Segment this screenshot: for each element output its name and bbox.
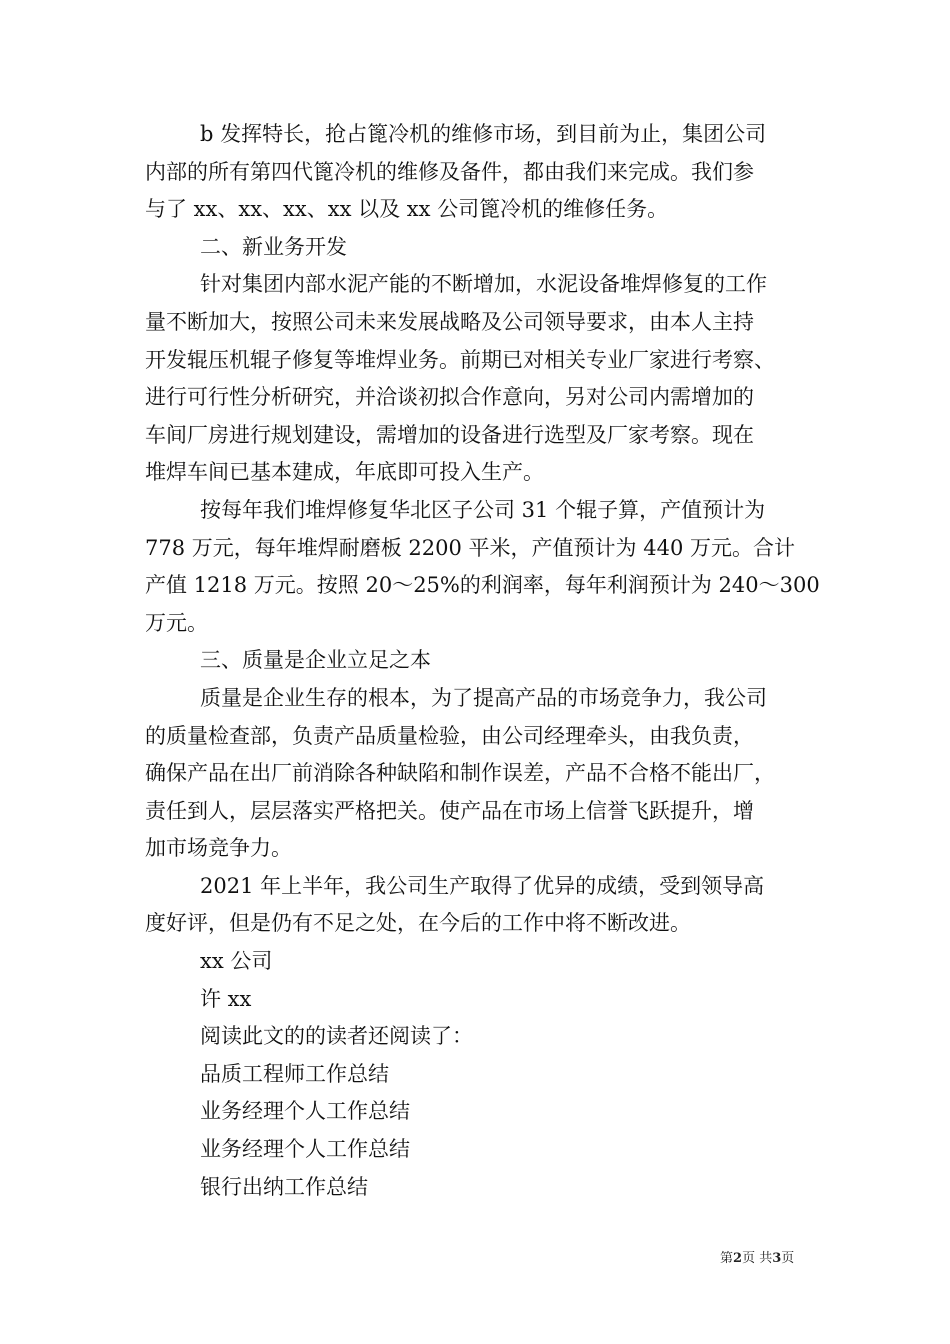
paragraph-line: 778 万元，每年堆焊耐磨板 2200 平米，产值预计为 440 万元。合计 <box>145 535 795 560</box>
paragraph-line: 堆焊车间已基本建成，年底即可投入生产。 <box>145 460 544 485</box>
paragraph-line: 的质量检查部，负责产品质量检验，由公司经理牵头，由我负责， <box>145 723 754 748</box>
paragraph-line: b 发挥特长，抢占篦冷机的维修市场，到目前为止，集团公司 <box>200 122 767 146</box>
paragraph-line: 车间厂房进行规划建设，需增加的设备进行选型及厂家考察。现在 <box>145 422 754 447</box>
page-number-footer <box>720 1247 794 1266</box>
related-heading: 阅读此文的的读者还阅读了： <box>200 1024 473 1049</box>
related-link[interactable]: 业务经理个人工作总结 <box>200 1099 410 1124</box>
paragraph-line: 开发辊压机辊子修复等堆焊业务。前期已对相关专业厂家进行考察、 <box>145 347 775 372</box>
footer-suffix: 页 <box>781 1251 795 1266</box>
total-page-number: 3 <box>772 1251 782 1266</box>
paragraph-line: 加市场竞争力。 <box>145 836 292 861</box>
footer-middle: 页 共 <box>742 1251 773 1266</box>
paragraph-line: 度好评，但是仍有不足之处，在今后的工作中将不断改进。 <box>145 911 691 936</box>
paragraph-line: 责任到人，层层落实严格把关。使产品在市场上信誉飞跃提升，增 <box>145 798 754 823</box>
related-link[interactable]: 业务经理个人工作总结 <box>200 1137 410 1162</box>
paragraph-line: 与了 xx、xx、xx、xx 以及 xx 公司篦冷机的维修任务。 <box>145 197 669 222</box>
signature-name: 许 xx <box>200 986 252 1011</box>
related-link[interactable]: 银行出纳工作总结 <box>200 1174 368 1199</box>
paragraph-line: 针对集团内部水泥产能的不断增加，水泥设备堆焊修复的工作 <box>200 272 767 297</box>
paragraph-line: 内部的所有第四代篦冷机的维修及备件，都由我们来完成。我们参 <box>145 159 754 184</box>
paragraph-line: 2021 年上半年，我公司生产取得了优异的成绩，受到领导高 <box>200 873 765 898</box>
section-heading: 二、新业务开发 <box>200 234 347 259</box>
current-page-number: 2 <box>733 1251 743 1266</box>
footer-prefix: 第 <box>720 1251 734 1266</box>
paragraph-line: 量不断加大，按照公司未来发展战略及公司领导要求，由本人主持 <box>145 309 754 334</box>
section-heading: 三、质量是企业立足之本 <box>200 648 431 673</box>
paragraph-line: 产值 1218 万元。按照 20～25%的利润率，每年利润预计为 240～300 <box>145 573 820 598</box>
document-body <box>145 116 820 1206</box>
paragraph-line: 确保产品在出厂前消除各种缺陷和制作误差，产品不合格不能出厂， <box>145 761 775 786</box>
paragraph-line: 进行可行性分析研究，并洽谈初拟合作意向，另对公司内需增加的 <box>145 385 754 410</box>
paragraph-line: 按每年我们堆焊修复华北区子公司 31 个辊子算，产值预计为 <box>200 497 766 522</box>
related-link[interactable]: 品质工程师工作总结 <box>200 1061 389 1086</box>
paragraph-line: 万元。 <box>145 610 208 635</box>
paragraph-line: 质量是企业生存的根本，为了提高产品的市场竞争力，我公司 <box>200 685 767 710</box>
signature-company: xx 公司 <box>200 949 273 974</box>
